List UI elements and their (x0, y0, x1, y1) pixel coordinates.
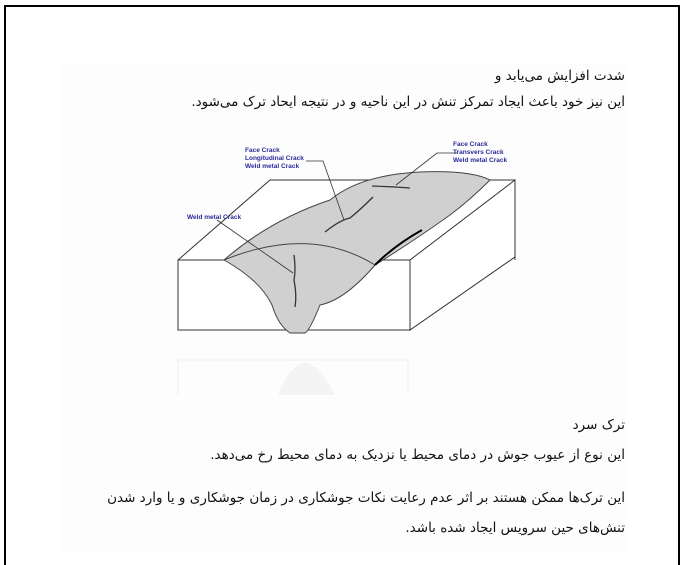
weld-crack-diagram (160, 130, 540, 395)
section-sentence: این نوع از عیوب جوش در دمای محیط یا نزدیک به دمای محیط رخ می‌دهد. (210, 447, 625, 463)
label-weld-metal-crack: Weld metal Crack (187, 214, 242, 221)
section-heading: ترک سرد (572, 417, 625, 433)
label-longitudinal-crack (245, 147, 304, 170)
label-transverse-crack (453, 141, 507, 164)
svg-text:Weld metal Crack: Weld metal Crack (245, 163, 300, 170)
section-paragraph: این ترک‌ها ممکن هستند بر اثر عدم رعایت نکات جوشکاری در زمان جوشکاری و یا وارد شدن تنش‌های حین سرویس ایجاد شده باشد. (107, 490, 625, 536)
svg-text:Face Crack: Face Crack (453, 141, 488, 148)
svg-text:Longitudinal Crack: Longitudinal Crack (245, 155, 304, 162)
svg-text:Transvers Crack: Transvers Crack (453, 149, 504, 156)
svg-text:Face Crack: Face Crack (245, 147, 280, 154)
intro-line-2: این نیز خود باعث ایجاد تمرکز تنش در این ناحیه و در نتیجه ایحاد ترک می‌شود. (191, 94, 625, 110)
intro-line-1: شدت افزایش می‌یابد و (494, 68, 625, 84)
svg-text:Weld metal Crack: Weld metal Crack (453, 157, 508, 164)
